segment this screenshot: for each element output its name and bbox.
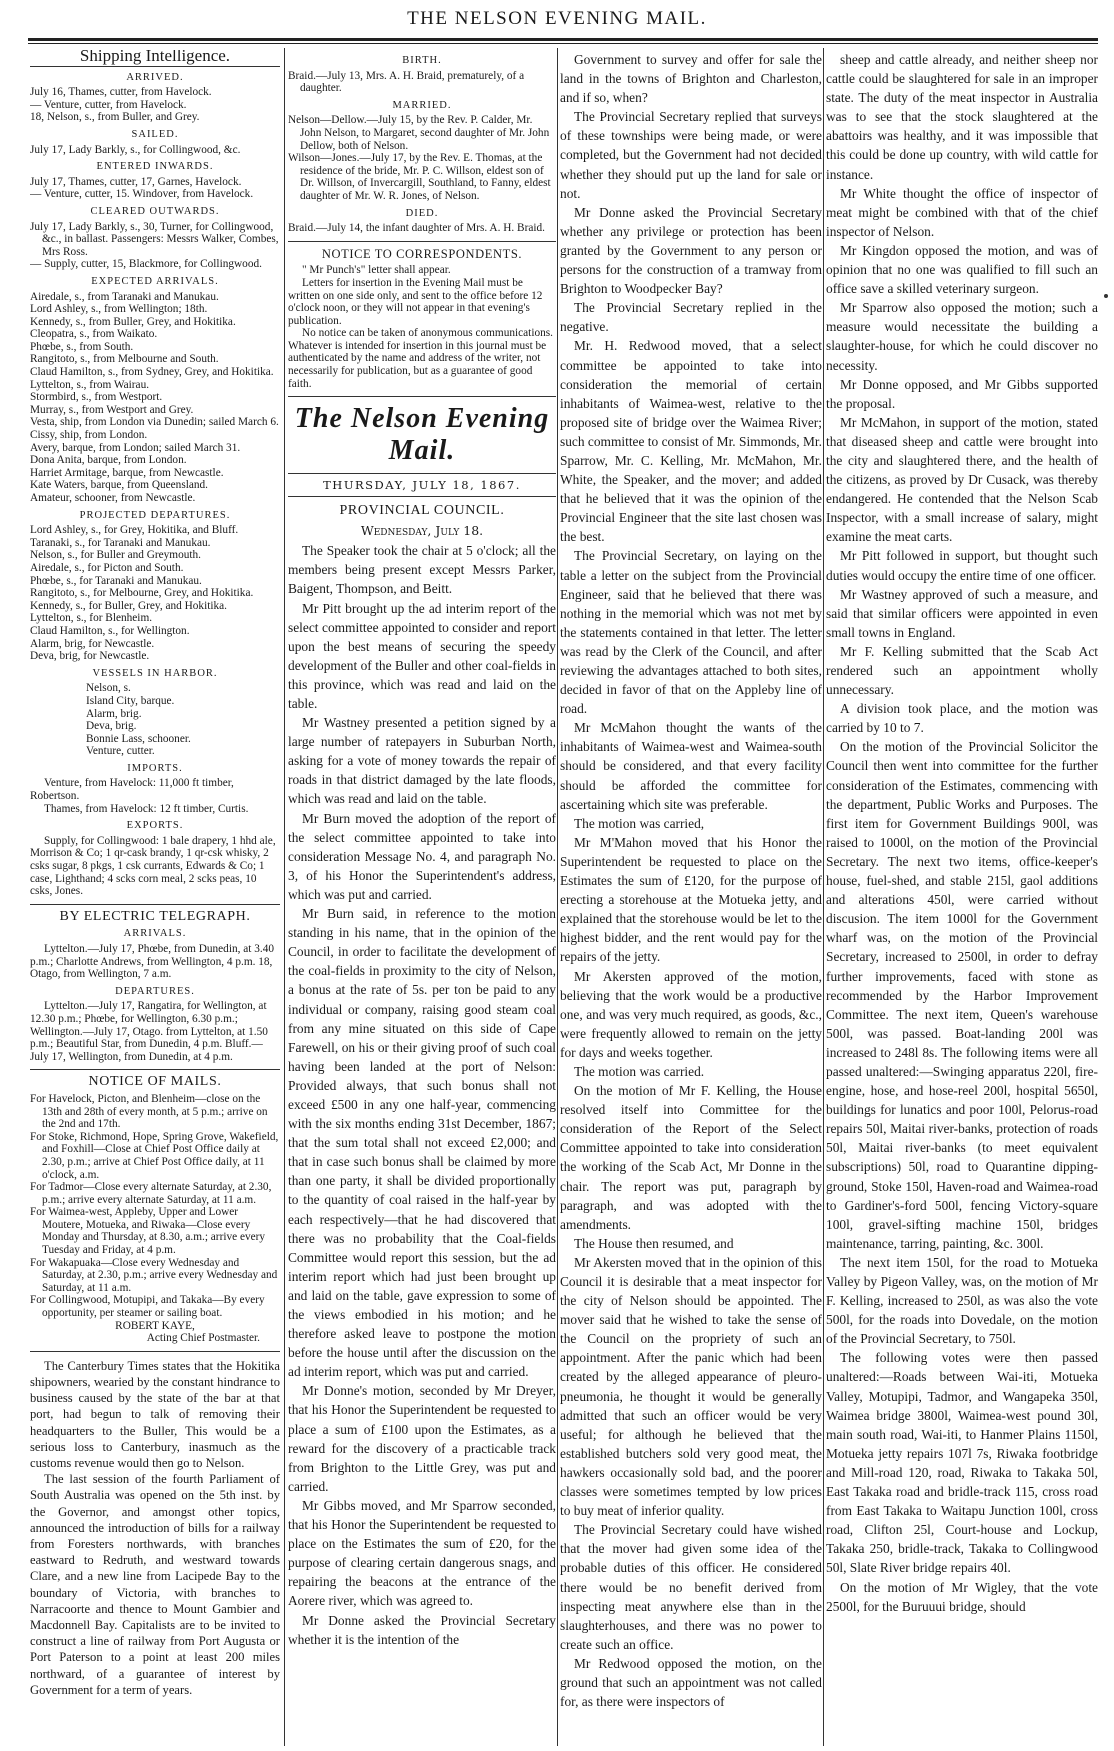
text-line: Mr McMahon, in support of the motion, stated that diseased sheep and cattle were brought into the city and slaughtered there, and the health of the citizens, as proved by Dr Cusack, was thereby endangered. He contended that the Nelson Scab Inspector, with a small increase of salary, might examine the meat carts. <box>826 414 1098 545</box>
died-heading: DIED. <box>405 207 439 219</box>
text-line: Mr Donne asked the Provincial Secretary whether it is the intention of the <box>288 1612 556 1647</box>
text-line: Claud Hamilton, s., from Sydney, Grey, and Hokitika. <box>30 366 274 379</box>
arrived-list <box>30 86 280 124</box>
text-line: Cissy, ship, from London. <box>30 429 148 442</box>
text-line: Rangitoto, s., for Melbourne, Grey, and Hokitika. <box>30 587 254 600</box>
text-line: Nelson, s. <box>86 682 131 695</box>
text-line: Mr White thought the office of inspector of meat might be combined with that of the chief inspector of Nelson. <box>826 185 1098 239</box>
column-rule-1 <box>284 48 285 1746</box>
text-line: On the motion of the Provincial Solicitor the Council then went into committee for the further consideration of the Estimates, commencing with the department, Public Works and Purposes. The first item for Government Buildings 900l, was raised to 1000l, on the motion of the Provincial Secretary. The next two items, office-keeper's house, fuel-shed, and stable 215l, gaol additions and alterations 450l, were carried without discusion. The item 1000l for the Government wharf was, on the motion of the Provincial Secretary, increased to 2500l, in order to defray further improvements, faced with stone as recommended by the Harbor Improvement Committee. The next item, Queen's warehouse 500l, was passed. Boat-landing 200l was increased to 248l 8s. The following items were all passed unaltered:—Swinging apparatus 220l, fire-engine, hose, and hose-reel 200l, hospital 5650l, buildings for lunatics and poor 100l, Pelorus-road repairs 50l, Maitai river-banks, protection of roads 50l, Maitai river-banks (to meet equivalent subscriptions) 50l, road to Quarantine dipping-ground, Stoke 150l, Haven-road and Waimea-road to Gardiner's-ford 500l, fencing Victory-square 100l, gravel-sifting machine 150l, bridges maintenance, tarring, painting, &c. 300l. <box>826 739 1098 1251</box>
council-text <box>288 541 556 1648</box>
column-1 <box>30 50 280 1745</box>
text-line: Mr Akersten moved that in the opinion of this Council it is desirable that a meat inspector for the city of Nelson should be appointed. The mover said that he wished to take the sense of the Council on the propriety of such an appointment. After the panic which had been created by the alleged appearance of pleuro-pneumonia, he thought it would be generally admitted that such an officer would be very useful; for although he believed that the established butchers sold very good meat, the hawkers occasionally sold bad, and the poorer classes were sometimes tempted by low prices to buy meat of inferior quality. <box>560 1254 822 1519</box>
text-line: The Provincial Secretary, on laying on the table a letter on the subject from the Provincial Engineer, said that he believed that there was nothing in the memorial which was not met by the statements contained in that letter. The letter was read by the Clerk of the Council, and after reviewing the advantages attached to both sites, decided in favor of that on the Appleby line of road. <box>560 548 822 717</box>
newspaper-flag: The Nelson Evening Mail. <box>294 403 550 467</box>
cleared-heading: CLEARED OUTWARDS. <box>90 205 220 217</box>
text-line: 18, Nelson, s., from Buller, and Grey. <box>30 111 200 124</box>
telegraph-arrivals-heading: ARRIVALS. <box>123 928 187 940</box>
text-line: — Venture, cutter, 15. Windover, from Havelock. <box>30 188 254 201</box>
exports-list <box>30 835 280 898</box>
text-line: Letters for insertion in the Evening Mail must be written on one side only, and sent to the office before 12 o'clock noon, or they will not appear in that evening's publication. <box>288 276 543 327</box>
text-line: Mr Akersten approved of the motion, believing that the work would be a productive one, and was very much required, as goods, &c., were frequently allowed to remain on the jetty for days and weeks together. <box>560 968 822 1060</box>
text-line: A division took place, and the motion was carried by 10 to 7. <box>826 701 1098 736</box>
text-line: Mr Sparrow also opposed the motion; such a measure would necessitate the building a slaughter-house, for which he could discover no necessity. <box>826 300 1098 373</box>
column-2 <box>288 50 556 1745</box>
text-line: For Havelock, Picton, and Blenheim—close on the 13th and 28th of every month, at 5 p.m.; arrive on the 2nd and 17th. <box>30 1092 268 1131</box>
correspondents-heading: NOTICE TO CORRESPONDENTS. <box>321 246 523 261</box>
text-line: — Supply, cutter, 15, Blackmore, for Collingwood. <box>30 258 262 271</box>
text-line: — Venture, cutter, from Havelock. <box>30 98 187 111</box>
married-heading: MARRIED. <box>392 99 452 111</box>
mails-signature: ROBERT KAYE, <box>115 1319 195 1332</box>
text-line: Mr Donne opposed, and Mr Gibbs supported the proposal. <box>826 376 1098 411</box>
mails-heading: NOTICE OF MAILS. <box>88 1074 222 1090</box>
text-line: Lyttelton, s., from Wairau. <box>30 378 150 391</box>
council-text-final <box>826 50 1098 1616</box>
text-line: Harriet Armitage, barque, from Newcastle. <box>30 466 224 479</box>
text-line: The motion was carried, <box>574 815 705 831</box>
text-line: For Wakapuaka—Close every Wednesday and Saturday, at 2.30, p.m.; arrive every Wednesday and Saturday, at 11 a.m. <box>30 1256 278 1294</box>
text-line: Rangitoto, s., from Melbourne and South. <box>30 353 219 366</box>
text-line: Mr Redwood opposed the motion, on the ground that such an appointment was not called for, as there were inspectors of <box>560 1655 822 1710</box>
married-list <box>288 114 556 202</box>
text-line: Island City, barque. <box>86 694 175 707</box>
shipping-title: Shipping Intelligence. <box>30 50 280 67</box>
text-line: For Tadmor—Close every alternate Saturday, at 2.30, p.m.; arrive every alternate Saturday, at 11 a.m. <box>30 1181 272 1206</box>
text-line: The Provincial Secretary replied that surveys of these townships were being made, or were completed, but the Government had not decided whether they should put up the land for sale or not. <box>560 109 822 201</box>
text-line: Wilson—Jones.—July 17, by the Rev. E. Thomas, at the residence of the bride, Mr. P. C. Willson, eldest son of Dr. Willson, of Invercargill, Southland, to Fanny, eldest daughter of Mr. W. R. Jones, of Nelson. <box>288 152 551 202</box>
birth-heading: BIRTH. <box>402 55 442 66</box>
text-line: Deva, brig, for Newcastle. <box>30 650 150 663</box>
text-line: Vesta, ship, from London via Dunedin; sailed March 6. <box>30 416 279 429</box>
text-line: Lord Ashley, s., for Grey, Hokitika, and Bluff. <box>30 524 239 537</box>
text-line: The motion was carried. <box>574 1063 705 1079</box>
died-notice: Braid.—July 14, the infant daughter of Mrs. A. H. Braid. <box>288 222 545 235</box>
text-line: July 17, Lady Barkly, s., 30, Turner, for Collingwood, &c., in ballast. Passengers: Messrs Walker, Combes, Mrs Ross. <box>30 220 279 258</box>
text-line: Phœbe, s., from South. <box>30 340 134 353</box>
text-line: Stormbird, s., from Westport. <box>30 391 163 404</box>
council-heading: PROVINCIAL COUNCIL. <box>339 503 505 519</box>
text-line: On the motion of Mr Wigley, that the vote 2500l, for the Buruuui bridge, should <box>826 1579 1098 1614</box>
imports-heading: IMPORTS. <box>127 762 183 774</box>
text-line: Nelson—Dellow.—July 15, by the Rev. P. Calder, Mr. John Nelson, to Margaret, second daughter of Mr. John Dellow, both of Nelson. <box>288 114 550 152</box>
text-line: Taranaki, s., for Taranaki and Manukau. <box>30 536 211 549</box>
text-line: Phœbe, s., for Taranaki and Manukau. <box>30 574 202 587</box>
birth-notice: Braid.—July 13, Mrs. A. H. Braid, prematurely, of a daughter. <box>288 69 525 95</box>
telegraph-arrivals: Lyttelton.—July 17, Phœbe, from Dunedin, at 3.40 p.m.; Charlotte Andrews, from Wellington, 4 p.m. 18, Otago, from Wellington, 7 a.m. <box>30 943 274 981</box>
projected-heading: PROJECTED DEPARTURES. <box>79 509 231 521</box>
column-rule-2 <box>557 48 558 1746</box>
text-line: For Stoke, Richmond, Hope, Spring Grove, Wakefield, and Foxhill—Close at Chief Post Office daily at 2.30, p.m.; arrive at Chief Post Office daily, at 11 o'clock, a.m. <box>30 1130 279 1181</box>
text-line: Kennedy, s., for Buller, Grey, and Hokitika. <box>30 599 227 612</box>
text-line: For Collingwood, Motupipi, and Takaka—By every opportunity, per steamer or sailing boat. <box>30 1294 265 1320</box>
text-line: Mr Wastney presented a petition signed by a large number of ratepayers in Suburban North, asking for a vote of money towards the repair of roads in that district damaged by the late floods, which was read and laid on the table. <box>288 715 556 807</box>
text-line: The Speaker took the chair at 5 o'clock; all the members being present except Messrs Parker, Baigent, Thompson, and Beitt. <box>288 543 556 597</box>
ink-mark <box>1104 294 1108 298</box>
text-line: No notice can be taken of anonymous communications. Whatever is intended for insertion in this journal must be authenticated by the name and address of the writer, not necessarily for publication, but as a guarantee of good faith. <box>288 327 553 390</box>
text-line: Mr Wastney approved of such a measure, and said that similar officers were appointed in even small towns in England. <box>826 586 1098 640</box>
masthead-rule <box>28 38 1098 41</box>
column-4 <box>826 50 1098 1745</box>
text-line: Mr M'Mahon moved that his Honor the Superintendent be requested to place on the Estimates the sum of £120, for the purpose of erecting a storehouse at the Motueka jetty, and explained that the storehouse would be let to the highest bidder, and the rent would pay for the repairs of the jetty. <box>560 834 822 965</box>
text-line: Mr F. Kelling submitted that the Scab Act rendered such an appointment wholly unnecessary. <box>826 643 1098 698</box>
text-line: Airedale, s., for Picton and South. <box>30 561 184 574</box>
text-line: Government to survey and offer for sale the land in the towns of Brighton and Charleston, and if so, when? <box>560 52 822 106</box>
sailed-heading: SAILED. <box>131 128 179 140</box>
text-line: The Provincial Secretary replied in the negative. <box>560 300 822 335</box>
text-line: July 17, Thames, cutter, 17, Garnes, Havelock. <box>30 175 242 188</box>
column-rule-3 <box>823 48 824 1746</box>
text-line: Mr Pitt followed in support, but thought such duties would occupy the entire time of one officer. <box>826 548 1098 583</box>
text-line: Lord Ashley, s., from Wellington; 18th. <box>30 303 208 316</box>
text-line: Avery, barque, from London; sailed March 31. <box>30 441 241 454</box>
text-line: Deva, brig. <box>86 720 137 733</box>
text-line: The Provincial Secretary could have wished that the mover had given some idea of the probable duties of this officer. He considered there would be no benefit derived from inspecting meat anywhere else than in the slaughterhouses, and there was no power to create such an office. <box>560 1522 822 1652</box>
telegraph-heading: BY ELECTRIC TELEGRAPH. <box>59 908 251 924</box>
text-line: Venture, cutter. <box>86 745 155 758</box>
entered-heading: ENTERED INWARDS. <box>96 161 214 173</box>
text-line: Cleopatra, s., from Waikato. <box>30 328 158 341</box>
text-line: Kate Waters, barque, from Queensland. <box>30 479 208 492</box>
masthead: THE NELSON EVENING MAIL. <box>407 8 707 29</box>
council-date: Wednesday, July 18. <box>360 523 484 539</box>
text-line: Murray, s., from Westport and Grey. <box>30 403 194 416</box>
text-line: Claud Hamilton, s., for Wellington. <box>30 624 190 637</box>
entered-list <box>30 176 280 201</box>
text-line: Lyttelton, s., for Blenheim. <box>30 612 153 625</box>
canterbury-paragraph: The Canterbury Times states that the Hokitika shipowners, wearied by the constant hindrance to business caused by the state of the bar at that port, had begun to talk of removing their headquarters to the Buller, This would be a serious loss to Canterbury, inasmuch as the customs revenue would then go to Nelson. <box>30 1358 280 1471</box>
mails-list <box>30 1093 280 1320</box>
text-line: Supply, for Collingwood: 1 bale drapery, 1 hhd ale, Morrison & Co; 1 qr-cask brandy, 1 qr-csk whisky, 2 csks sugar, 8 pkgs, 1 csk currants, Edwards & Co; 1 case, Lighthand; 4 scks corn meal, 2 scks peas, 10 csks, Jones. <box>30 834 276 898</box>
text-line: The following votes were then passed unaltered:—Roads between Wai-iti, Motueka Valley, Motupipi, Tadmor, and Wangapeka 350l, Waimea bridge 3800l, Waimea-west pound 30l, main south road, Wai-iti, to Hanmer Plains 1150l, Motueka jetty repairs 107l 7s, Riwaka footbridge and Mill-road 120, road, Riwaka to Takaka 50l, East Takaka road and bridle-track 115, cross road from East Takaka to Waitapu Junction 100l, cross road, Clifton 25l, Court-house and Lockup, Takaka 250, bridle-track, Takaka to Collingwood 50l, Slate River bridge repairs 40l. <box>826 1350 1098 1576</box>
sailed-list <box>30 144 280 157</box>
text-line: Mr Burn moved the adoption of the report of the select committee appointed to take into consideration Message No. 4, and paragraph No. 3, of his Honor the Superintendent's address, which was put and carried. <box>288 810 556 902</box>
telegraph-departures-heading: DEPARTURES. <box>115 985 195 997</box>
text-line: The House then resumed, and <box>574 1235 734 1251</box>
text-line: Mr Donne asked the Provincial Secretary whether any privilege or protection has been granted by the Government to any person or persons for the construction of a tramway from Brighton to Woodpecker Bay? <box>560 204 822 297</box>
dateline: THURSDAY, JULY 18, 1867. <box>288 473 556 497</box>
text-line: Mr Pitt brought up the ad interim report of the select committee appointed to consider and report upon the best means of securing the speedy development of the Buller and other coal-fields in this province, which was read and laid on the table. <box>288 600 556 711</box>
telegraph-departures: Lyttelton.—July 17, Rangatira, for Wellington, at 12.30 p.m.; Phœbe, for Wellington, 6.30 p.m.; Wellington.—July 17, Otago. from Lyttelton, at 1.50 p.m.; Beautiful Star, from Dunedin, 4 p.m. Bluff.—July 17, Wellington, from Dunedin, at 4 p.m. <box>30 1000 268 1063</box>
text-line: Thames, from Havelock: 12 ft timber, Curtis. <box>44 802 249 815</box>
text-line: " Mr Punch's" letter shall appear. <box>302 264 451 277</box>
text-line: Mr Burn said, in reference to the motion standing in his name, that in the opinion of the Council, in order to facilitate the development of the coal-fields in proximity to the city of Nelson, a bonus at the rate of 5s. per ton be paid to any individual or company, raising good steam coal from any mine situated on this side of Cape Farewell, on his or their giving proof of such coal having been landed at the port of Nelson: Provided always, that such bonus shall not exceed £500 in any one half-year, commencing with the six months ending 31st December, 1867; that the sum total shall not exceed £2,000; and that in case such bonus shall be claimed by more than one party, it shall be divided proportionally to the quantity of coal raised in the half-year by each respectively—that he had discovered that there was no probability that the Coal-fields Committee would report this session, but the ad interim report which had just been brought up and laid on the table, gave expression to some of the views embodied in his motion; and he therefore asked leave to postpone the motion before the house until after the discussion on the ad interim report, which was put and carried. <box>288 906 556 1380</box>
text-line: Mr Gibbs moved, and Mr Sparrow seconded, that his Honor the Superintendent be requested to place on the Estimates the sum of £20, for the purpose of clearing certain dangerous snags, and repairing the beacons at the entrance of the Aorere river, which was agreed to. <box>288 1497 556 1609</box>
text-line: For Waimea-west, Appleby, Upper and Lower Moutere, Motueka, and Riwaka—Close every Monday and Thursday, at 8.30, a.m.; arrive every Tuesday and Friday, at 4 p.m. <box>30 1206 266 1257</box>
text-line: sheep and cattle already, and neither sheep nor cattle could be slaughtered for sale in an improper state. The duty of the meat inspector in Australia was to see that the stock slaughtered at the abattoirs was healthy, and it was impossible that this could be done up country, with wild cattle for instance. <box>826 52 1098 182</box>
text-line: Kennedy, s., from Buller, Grey, and Hokitika. <box>30 315 236 328</box>
text-line: The next item 150l, for the road to Motueka Valley by Pigeon Valley, was, on the motion of Mr F. Kelling, increased to 250l, as was also the vote 500l, for the roads into Dovedale, on the motion of the Provincial Secretary, to 750l. <box>826 1254 1098 1347</box>
exports-heading: EXPORTS. <box>126 820 184 832</box>
text-line: Amateur, schooner, from Newcastle. <box>30 492 196 504</box>
text-line: Nelson, s., for Buller and Greymouth. <box>30 549 201 562</box>
text-line: Alarm, brig. <box>86 707 142 720</box>
imports-list <box>30 777 280 815</box>
vessels-heading: VESSELS IN HARBOR. <box>92 667 218 679</box>
text-line: Mr. H. Redwood moved, that a select committee be appointed to take into consideration the memorial of certain inhabitants of Waimea-west, relative to the proposed site of bridge over the Waimea River; such committee to consist of Mr. Simmonds, Mr. Sparrow, Mr. C. Kelling, Mr. McMahon, Mr. White, the Speaker, and the mover; and added that he believed that it was the opinion of the Provincial Engineer that the site last chosen was the best. <box>560 338 822 545</box>
expected-list <box>30 291 280 505</box>
vessels-list <box>30 682 280 758</box>
text-line: Mr McMahon thought the wants of the inhabitants of Waimea-west and Waimea-south should be considered, and that every facility should be afforded the committee for ascertaining which site was preferable. <box>560 720 822 812</box>
projected-list <box>30 524 280 663</box>
correspondents-list <box>288 264 556 390</box>
text-line: July 16, Thames, cutter, from Havelock. <box>30 86 212 99</box>
text-line: Bonnie Lass, schooner. <box>86 732 191 745</box>
text-line: Airedale, s., from Taranaki and Manukau. <box>30 290 219 303</box>
text-line: On the motion of Mr F. Kelling, the House resolved itself into Committee for the consideration of the Report of the Select Committee appointed to take into consideration the working of the Scab Act, Mr Donne in the chair. The report was put, paragraph by paragraph, and was adopted with the amendments. <box>560 1083 822 1232</box>
column-3 <box>560 50 822 1745</box>
text-line: Venture, from Havelock: 11,000 ft timber, Robertson. <box>30 777 234 803</box>
text-line: July 17, Lady Barkly, s., for Collingwood, &c. <box>30 143 241 156</box>
arrived-heading: ARRIVED. <box>126 71 184 83</box>
south-australia-paragraph: The last session of the fourth Parliament of South Australia was opened on the 5th inst. by the Governor, and amongst other topics, announced the introduction of bills for a railway from Foresters northwards, with branches eastward to Redruth, and westward towards Clare, and a new line from Lacipede Bay to the boundary of Victoria, with branches to Narracoorte and thence to Mount Gambier and Macdonnell Bay. Capitalists are to be invited to construct a line of railway from Port Augusta or Port Paterson to a point at least 200 miles northward, of a guarantee of interest by Government for a term of years. <box>30 1472 280 1697</box>
cleared-list <box>30 221 280 271</box>
masthead-rule-thin <box>28 43 1098 44</box>
text-line: Dona Anita, barque, from London. <box>30 454 187 467</box>
council-text-continued <box>560 50 822 1711</box>
text-line: Mr Kingdon opposed the motion, and was of opinion that no one was qualified to fill such an office save a skilled veterinary surgeon. <box>826 242 1098 297</box>
mails-signature-title: Acting Chief Postmaster. <box>146 1332 260 1345</box>
text-line: Alarm, brig, for Newcastle. <box>30 637 155 650</box>
expected-heading: EXPECTED ARRIVALS. <box>91 275 219 287</box>
text-line: Mr Donne's motion, seconded by Mr Dreyer, that his Honor the Superintendent be requested to place a sum of £100 upon the Estimates, as a reward for the discovery of a practicable track from Brighton to the Little Grey, was put and carried. <box>288 1383 556 1494</box>
